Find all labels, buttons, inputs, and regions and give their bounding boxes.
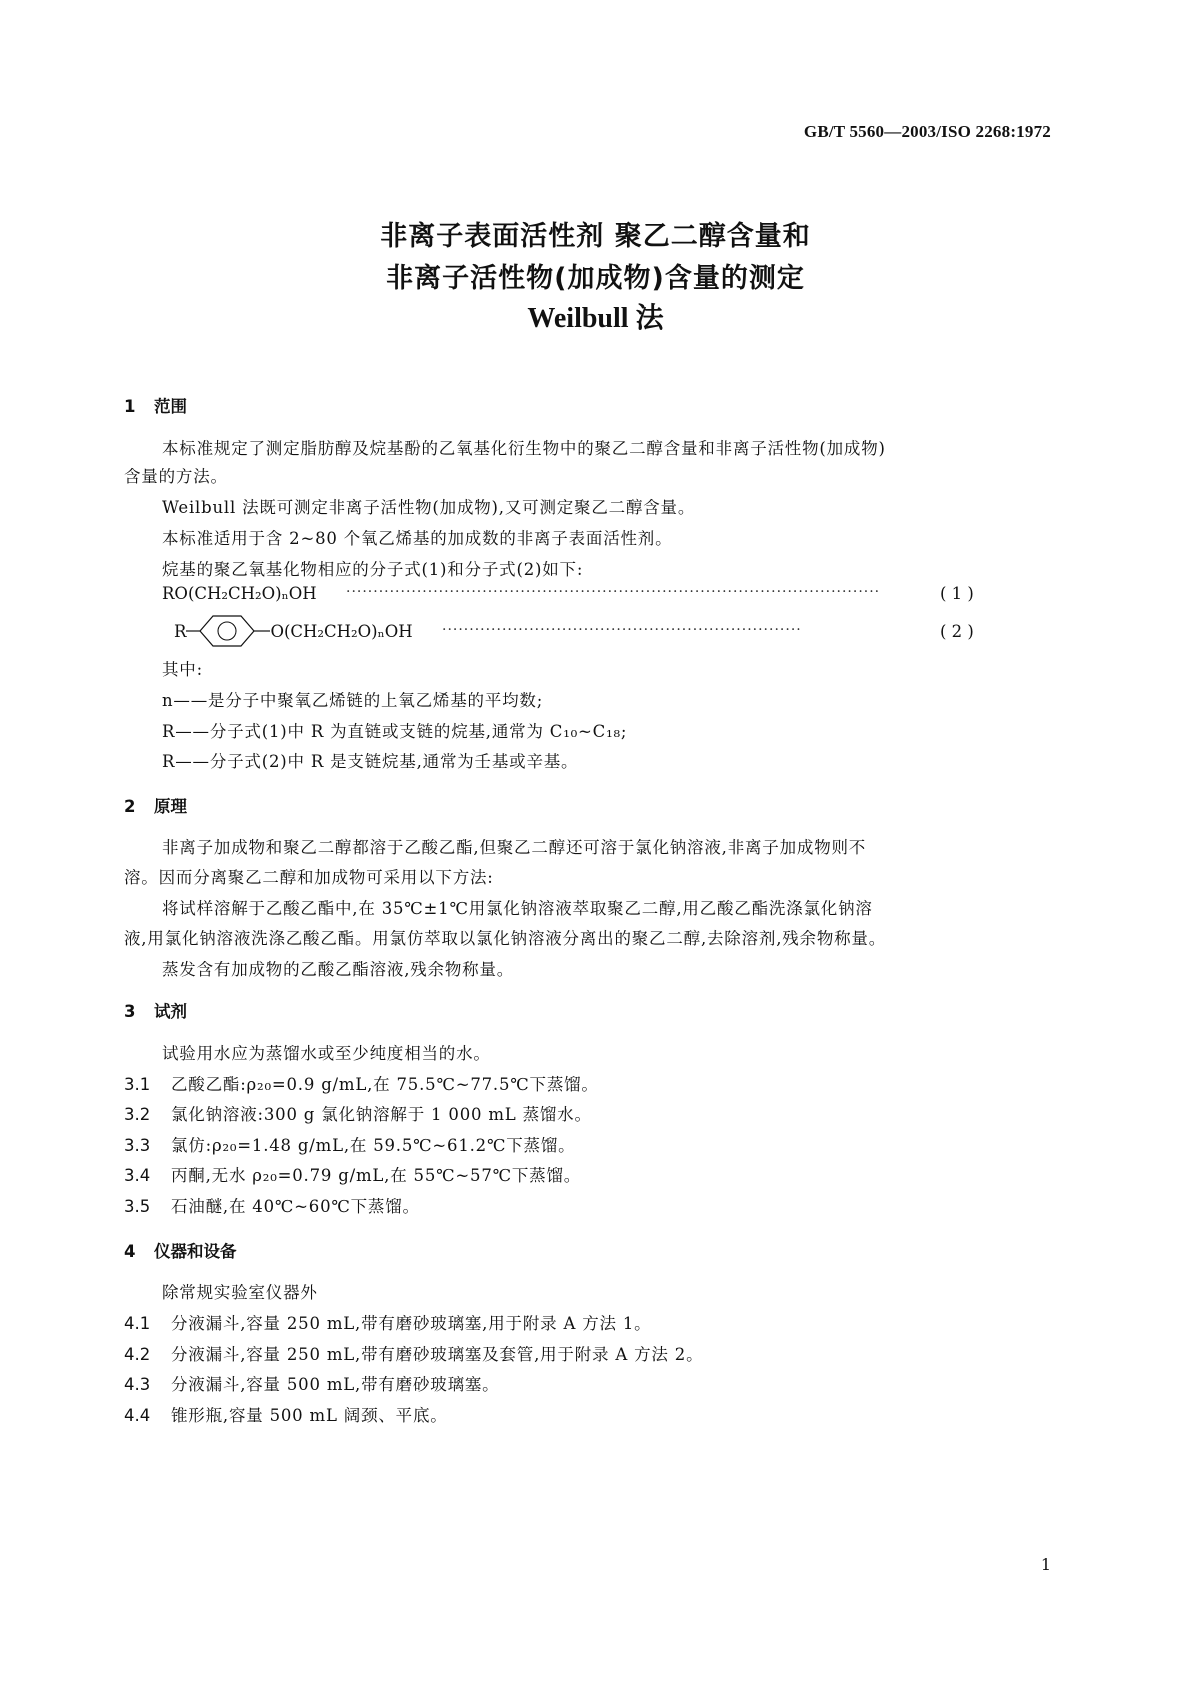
formula-1-number: ( 1 ) [940,584,974,603]
title-line-1: 非离子表面活性剂 聚乙二醇含量和 [380,221,811,252]
list-item [124,1132,575,1156]
definition-n: n——是分子中聚氧乙烯链的上氧乙烯基的平均数; [162,691,544,710]
list-item [124,1101,592,1125]
item-text: 分液漏斗,容量 250 mL,带有磨砂玻璃塞,用于附录 A 方法 1。 [171,1314,652,1333]
item-text: 乙酸乙酯:ρ₂₀=0.9 g/mL,在 75.5℃~77.5℃下蒸馏。 [171,1075,599,1094]
item-text: 分液漏斗,容量 250 mL,带有磨砂玻璃塞及套管,用于附录 A 方法 2。 [171,1345,704,1364]
item-number: 3.5 [124,1197,151,1216]
paragraph: 本标准适用于含 2~80 个氧乙烯基的加成数的非离子表面活性剂。 [162,529,673,548]
item-text: 锥形瓶,容量 500 mL 阔颈、平底。 [171,1406,448,1425]
paragraph: 非离子加成物和聚乙二醇都溶于乙酸乙酯,但聚乙二醇还可溶于氯化钠溶液,非离子加成物则不 [162,838,867,857]
item-number: 4.3 [124,1375,151,1394]
list-item [124,1071,599,1095]
paragraph: 试验用水应为蒸馏水或至少纯度相当的水。 [162,1044,491,1063]
section-number: 3 [124,1002,136,1021]
item-text: 氯仿:ρ₂₀=1.48 g/mL,在 59.5℃~61.2℃下蒸馏。 [171,1136,576,1155]
paragraph: 本标准规定了测定脂肪醇及烷基酚的乙氧基化衍生物中的聚乙二醇含量和非离子活性物(加成物) [162,439,886,458]
section-3-heading [124,998,187,1022]
paragraph: 溶。因而分离聚乙二醇和加成物可采用以下方法: [124,868,494,887]
leader-dots: ·································································· [442,622,802,638]
item-text: 分液漏斗,容量 500 mL,带有磨砂玻璃塞。 [171,1375,500,1394]
paragraph: 除常规实验室仪器外 [162,1283,318,1302]
title-line-3: Weilbull 法 [527,303,664,334]
list-item [124,1162,581,1186]
item-number: 3.1 [124,1075,151,1094]
paragraph: 蒸发含有加成物的乙酸乙酯溶液,残余物称量。 [162,960,515,979]
paragraph: 将试样溶解于乙酸乙酯中,在 35℃±1℃用氯化钠溶液萃取聚乙二醇,用乙酸乙酯洗涤氯化钠溶 [162,899,873,918]
paragraph: 烷基的聚乙氧基化物相应的分子式(1)和分子式(2)如下: [162,560,584,579]
list-item [124,1310,651,1334]
section-number: 2 [124,797,136,816]
section-number: 4 [124,1242,136,1261]
section-title: 范围 [154,397,187,416]
list-item [124,1402,448,1426]
formula-2-r: R [174,621,187,641]
list-item [124,1371,499,1395]
item-number: 4.1 [124,1314,151,1333]
item-number: 4.4 [124,1406,151,1425]
item-number: 3.3 [124,1136,151,1155]
item-text: 石油醚,在 40℃~60℃下蒸馏。 [171,1197,420,1216]
section-2-heading [124,793,187,817]
definition-r1: R——分子式(1)中 R 为直链或支链的烷基,通常为 C₁₀~C₁₈; [162,722,628,741]
title-line-2: 非离子活性物(加成物)含量的测定 [386,263,805,294]
list-item [124,1341,703,1365]
paragraph: Weilbull 法既可测定非离子活性物(加成物),又可测定聚乙二醇含量。 [162,498,696,517]
where-label: 其中: [162,660,203,679]
section-title: 原理 [154,797,187,816]
benzene-ring-icon [186,614,270,648]
formula-2 [174,614,413,648]
paragraph: 液,用氯化钠溶液洗涤乙酸乙酯。用氯仿萃取以氯化钠溶液分离出的聚乙二醇,去除溶剂,残余物称量。 [124,929,887,948]
formula-2-number: ( 2 ) [940,622,974,641]
formula-2-tail: O(CH₂CH₂O)ₙOH [270,621,413,641]
item-number: 3.2 [124,1105,151,1124]
paragraph: 含量的方法。 [124,467,228,486]
leader-dots: ·································································································· [346,584,881,600]
item-number: 3.4 [124,1166,151,1185]
section-title: 试剂 [154,1002,187,1021]
section-1-heading [124,393,187,417]
list-item [124,1193,420,1217]
page-number: 1 [1040,1555,1051,1574]
item-number: 4.2 [124,1345,151,1364]
definition-r2: R——分子式(2)中 R 是支链烷基,通常为壬基或辛基。 [162,752,579,771]
formula-1: RO(CH₂CH₂O)ₙOH [162,584,317,603]
item-text: 丙酮,无水 ρ₂₀=0.79 g/mL,在 55℃~57℃下蒸馏。 [171,1166,582,1185]
section-number: 1 [124,397,136,416]
item-text: 氯化钠溶液:300 g 氯化钠溶解于 1 000 mL 蒸馏水。 [171,1105,592,1124]
section-4-heading [124,1238,237,1262]
section-title: 仪器和设备 [154,1242,237,1261]
document-code: GB/T 5560—2003/ISO 2268:1972 [803,122,1051,141]
